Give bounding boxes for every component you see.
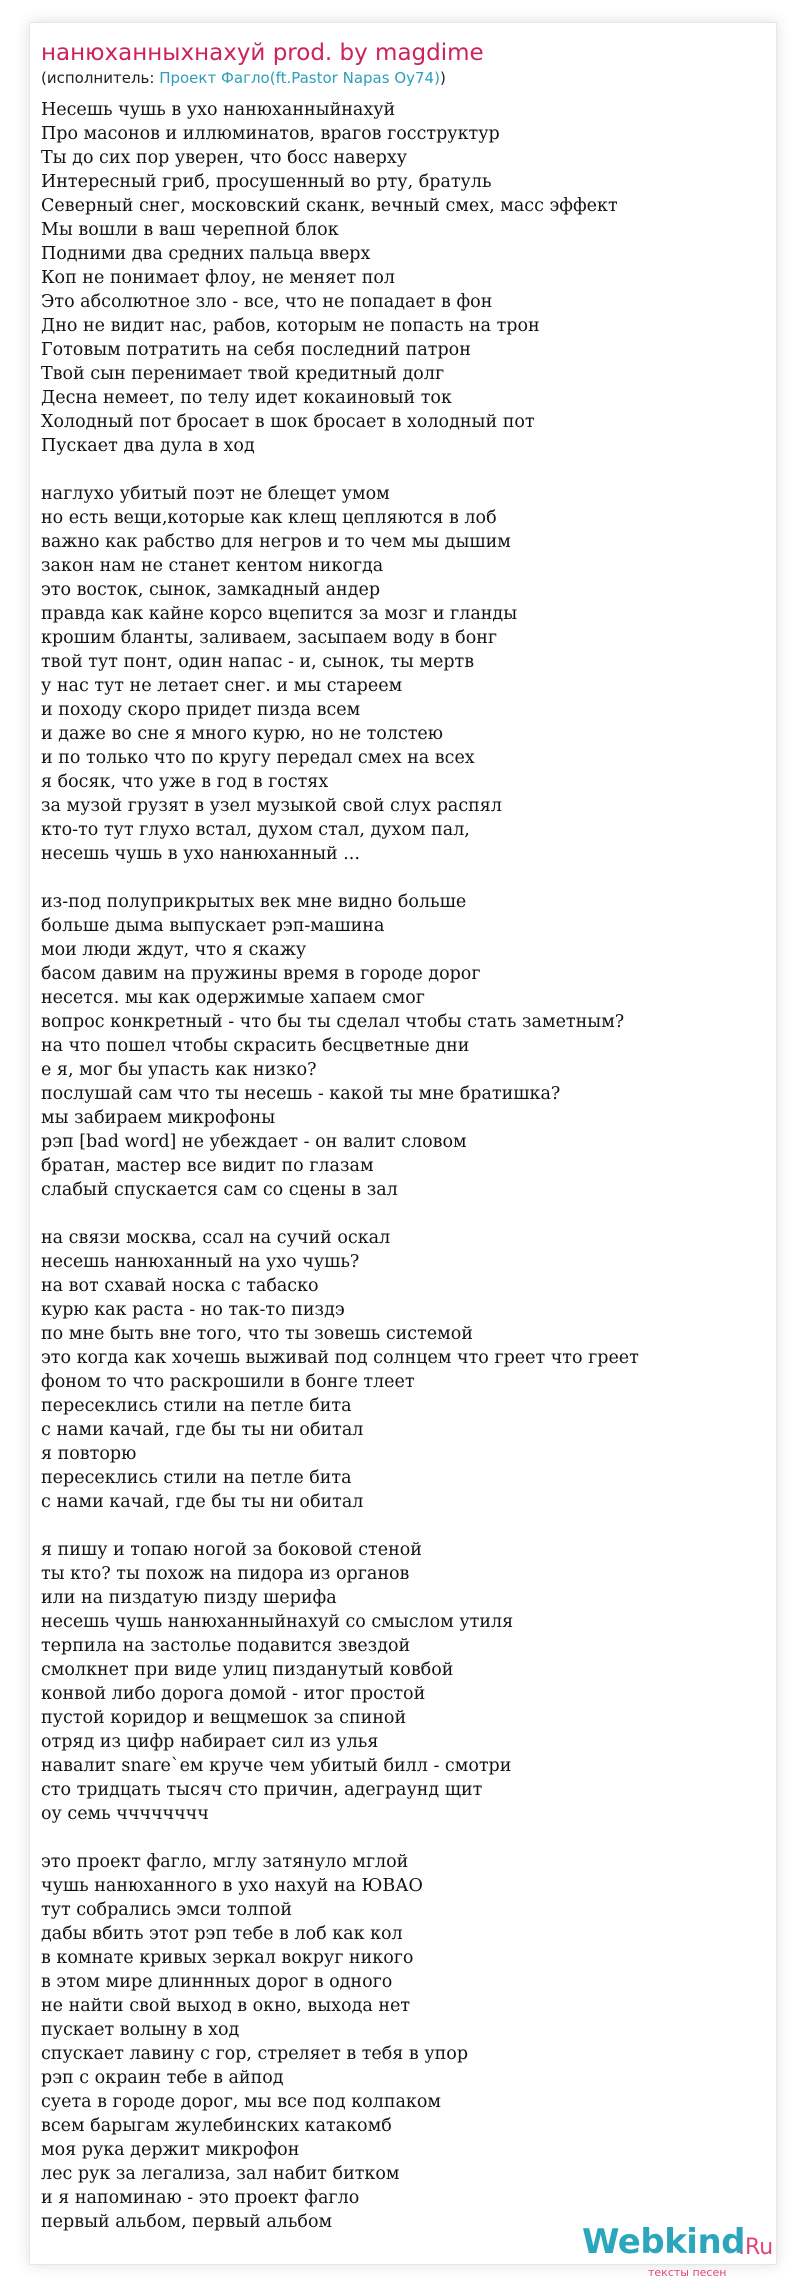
lyrics-body (41, 98, 771, 2234)
lyric-line: из-под полуприкрытых век мне видно больше (41, 892, 467, 912)
lyric-line: в этом мире длиннных дорог в одного (41, 1972, 393, 1992)
lyric-line: лес рук за легализа, зал набит битком (41, 2164, 400, 2184)
lyric-line: ты кто? ты похож на пидора из органов (41, 1564, 410, 1584)
lyric-line: Мы вошли в ваш черепной блок (41, 220, 339, 240)
logo-brand: Webkind (582, 2222, 745, 2262)
lyric-line: е я, мог бы упасть как низко? (41, 1060, 317, 1080)
lyric-line: пускает волыну в ход (41, 2020, 240, 2040)
lyric-line: и я напоминаю - это проект фагло (41, 2188, 360, 2208)
stanza-gap (41, 458, 771, 482)
lyric-line: пересеклись стили на петле бита (41, 1396, 352, 1416)
lyric-line: пересеклись стили на петле бита (41, 1468, 352, 1488)
lyric-line: рэп [bad word] не убеждает - он валит словом (41, 1132, 467, 1152)
stanza-gap (41, 1826, 771, 1850)
performer-line (41, 69, 446, 87)
lyric-line: твой тут понт, один напас - и, сынок, ты мертв (41, 652, 475, 672)
lyric-line: я босяк, что уже в год в гостях (41, 772, 329, 792)
lyric-line: по мне быть вне того, что ты зовешь системой (41, 1324, 473, 1344)
lyric-line: на что пошел чтобы скрасить бесцветные дни (41, 1036, 470, 1056)
lyric-line: несешь чушь нанюханныйнахуй со смыслом утиля (41, 1612, 514, 1632)
lyric-line: кто-то тут глухо встал, духом стал, духом пал, (41, 820, 470, 840)
lyric-line: братан, мастер все видит по глазам (41, 1156, 374, 1176)
lyric-line: рэп с окраин тебе в айпод (41, 2068, 284, 2088)
lyric-line: Готовым потратить на себя последний патрон (41, 340, 471, 360)
lyric-line: несешь нанюханный на ухо чушь? (41, 1252, 360, 1272)
lyric-line: но есть вещи,которые как клещ цепляются в лоб (41, 508, 497, 528)
webkind-logo[interactable] (582, 2222, 772, 2282)
lyric-line: это проект фагло, мглу затянуло мглой (41, 1852, 409, 1872)
lyric-line: закон нам не станет кентом никогда (41, 556, 384, 576)
lyric-line: Интересный гриб, просушенный во рту, братуль (41, 172, 492, 192)
performer-link[interactable]: Проект Фагло(ft.Pastor Napas Oy74) (159, 69, 440, 87)
lyric-line: Ты до сих пор уверен, что босс наверху (41, 148, 408, 168)
lyric-line: несешь чушь в ухо нанюханный ... (41, 844, 360, 864)
lyric-line: и даже во сне я много курю, но не толстею (41, 724, 444, 744)
lyric-line: послушай сам что ты несешь - какой ты мне братишка? (41, 1084, 561, 1104)
lyric-line: вопрос конкретный - что бы ты сделал чтобы стать заметным? (41, 1012, 625, 1032)
lyric-line: несется. мы как одержимые хапаем смог (41, 988, 425, 1008)
lyric-line: наглухо убитый поэт не блещет умом (41, 484, 390, 504)
lyric-line: я пишу и топаю ногой за боковой стеной (41, 1540, 422, 1560)
lyric-line: на связи москва, ссал на сучий оскал (41, 1228, 391, 1248)
lyric-line: Пускает два дула в ход (41, 436, 255, 456)
lyric-line: сто тридцать тысяч сто причин, адеграунд щит (41, 1780, 483, 1800)
lyric-line: Десна немеет, по телу идет кокаиновый ток (41, 388, 452, 408)
lyric-line: Холодный пот бросает в шок бросает в холодный пот (41, 412, 535, 432)
lyric-line: и походу скоро придет пизда всем (41, 700, 361, 720)
stanza-gap (41, 1202, 771, 1226)
lyric-line: крошим бланты, заливаем, засыпаем воду в бонг (41, 628, 498, 648)
lyric-line: Дно не видит нас, рабов, которым не попасть на трон (41, 316, 540, 336)
lyric-line: оу семь чччччччч (41, 1804, 209, 1824)
lyric-line: мы забираем микрофоны (41, 1108, 276, 1128)
lyric-line: навалит snare`ем круче чем убитый билл - смотри (41, 1756, 512, 1776)
lyric-line: у нас тут не летает снег. и мы стареем (41, 676, 403, 696)
lyric-line: важно как рабство для негров и то чем мы дышим (41, 532, 511, 552)
lyric-line: мои люди ждут, что я скажу (41, 940, 307, 960)
lyric-line: это когда как хочешь выживай под солнцем что греет что греет (41, 1348, 639, 1368)
lyric-line: Подними два средних пальца вверх (41, 244, 371, 264)
lyric-line: дабы вбить этот рэп тебе в лоб как кол (41, 1924, 403, 1944)
lyric-line: больше дыма выпускает рэп-машина (41, 916, 385, 936)
lyric-line: я повторю (41, 1444, 137, 1464)
lyric-line: за музой грузят в узел музыкой свой слух распял (41, 796, 502, 816)
lyric-line: Северный снег, московский сканк, вечный смех, масс эффект (41, 196, 618, 216)
lyric-line: Про масонов и иллюминатов, врагов госструктур (41, 124, 500, 144)
lyric-line: отряд из цифр набирает сил из улья (41, 1732, 379, 1752)
lyric-line: Несешь чушь в ухо нанюханныйнахуй (41, 100, 396, 120)
stanza-gap (41, 1514, 771, 1538)
lyric-line: и по только что по кругу передал смех на всех (41, 748, 475, 768)
lyric-line: фоном то что раскрошили в бонге тлеет (41, 1372, 415, 1392)
performer-prefix: (исполнитель: (41, 69, 160, 87)
lyric-line: пустой коридор и вещмешок за спиной (41, 1708, 407, 1728)
lyric-line: правда как кайне корсо вцепится за мозг и гланды (41, 604, 518, 624)
lyric-line: курю как раста - но так-то пиздэ (41, 1300, 345, 1320)
logo-tagline: тексты песен (648, 2266, 727, 2279)
stanza-gap (41, 866, 771, 890)
lyric-line: Твой сын перенимает твой кредитный долг (41, 364, 445, 384)
logo-tld: .Ru (738, 2235, 774, 2260)
performer-suffix: ) (439, 69, 446, 87)
lyric-line: на вот схавай носка с табаско (41, 1276, 319, 1296)
lyric-line: спускает лавину с гор, стреляет в тебя в упор (41, 2044, 469, 2064)
lyric-line: в комнате кривых зеркал вокруг никого (41, 1948, 414, 1968)
lyric-line: первый альбом, первый альбом (41, 2212, 333, 2232)
lyric-line: слабый спускается сам со сцены в зал (41, 1180, 398, 1200)
lyric-line: моя рука держит микрофон (41, 2140, 300, 2160)
lyric-line: Это абсолютное зло - все, что не попадает в фон (41, 292, 493, 312)
song-title: нанюханныхнахуй prod. by magdime (41, 40, 484, 66)
lyric-line: тут собрались эмси толпой (41, 1900, 293, 1920)
lyric-line: с нами качай, где бы ты ни обитал (41, 1492, 364, 1512)
lyric-line: конвой либо дорога домой - итог простой (41, 1684, 426, 1704)
lyric-line: не найти свой выход в окно, выхода нет (41, 1996, 411, 2016)
lyric-line: басом давим на пружины время в городе дорог (41, 964, 481, 984)
lyric-line: смолкнет при виде улиц пизданутый ковбой (41, 1660, 454, 1680)
lyric-line: с нами качай, где бы ты ни обитал (41, 1420, 364, 1440)
lyric-line: Коп не понимает флоу, не меняет пол (41, 268, 396, 288)
lyric-line: всем барыгам жулебинских катакомб (41, 2116, 392, 2136)
lyric-line: это восток, сынок, замкадный андер (41, 580, 381, 600)
lyric-line: или на пиздатую пизду шерифа (41, 1588, 337, 1608)
lyric-line: суета в городе дорог, мы все под колпаком (41, 2092, 442, 2112)
lyric-line: чушь нанюханного в ухо нахуй на ЮВАО (41, 1876, 423, 1896)
lyric-line: терпила на застолье подавится звездой (41, 1636, 411, 1656)
